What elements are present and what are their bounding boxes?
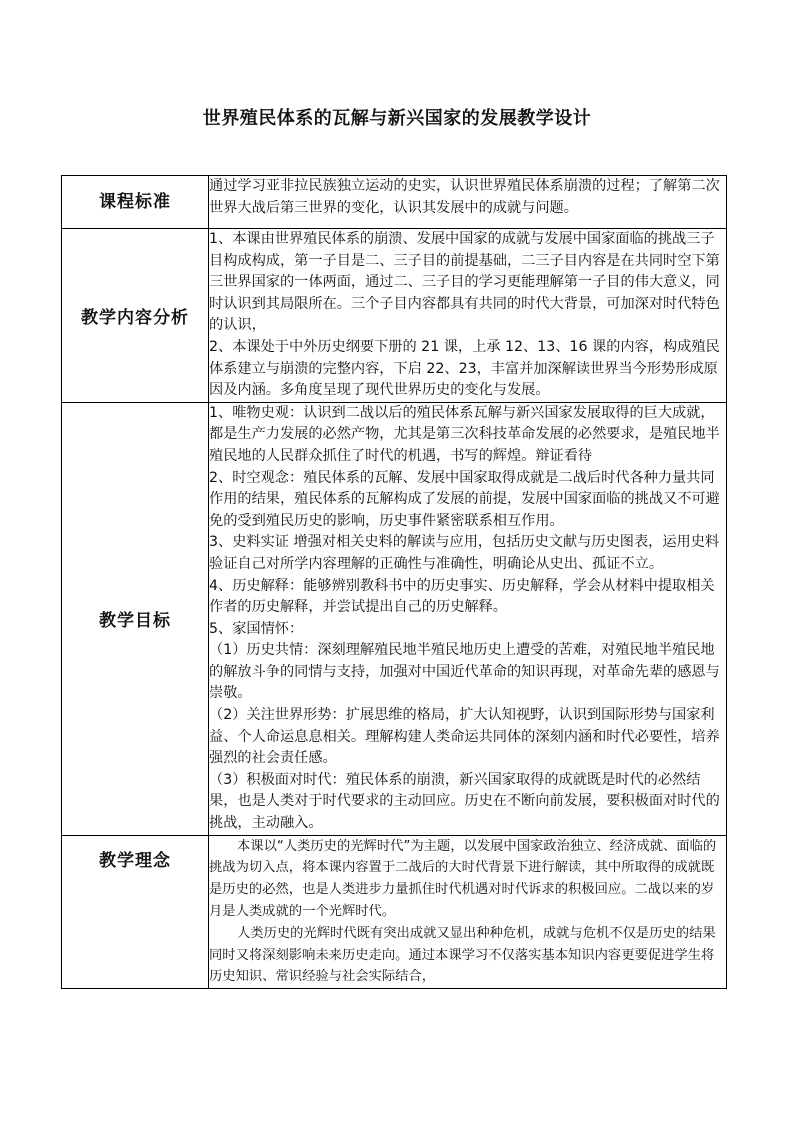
content-paragraph: （1）历史共情：深刻理解殖民地半殖民地历史上遭受的苦难，对殖民地半殖民地的解放斗争的同情与支持，加强对中国近代革命的知识再现，对革命先辈的感恩与崇敬。 (209, 642, 720, 702)
content-paragraph: 3、史料实证 增强对相关史料的解读与应用，包括历史文献与历史图表，运用史料验证自己对所学内容理解的正确性与准确性，明确论从史出、孤证不立。 (209, 534, 720, 572)
row-content-teaching-objectives (209, 402, 727, 835)
row-content-content-analysis (209, 229, 727, 403)
row-content-curriculum-standard (209, 176, 727, 229)
table-row-teaching-philosophy (62, 835, 727, 989)
row-content-teaching-philosophy (209, 835, 727, 989)
content-paragraph: 2、本课处于中外历史纲要下册的 21 课，上承 12、13、16 课的内容，构成殖民体系建立与崩溃的完整内容，下启 22、23，丰富并加深解读世界当今形势形成原因及内涵。多角度呈现了现代世界历史的变化与发展。 (209, 338, 720, 399)
row-label-text: 教学目标 (99, 611, 171, 632)
row-label-curriculum-standard (62, 176, 209, 229)
table-row-teaching-objectives (62, 402, 727, 835)
content-paragraph: 2、时空观念：殖民体系的瓦解、发展中国家取得成就是二战后时代各种力量共同作用的结果，殖民体系的瓦解构成了发展的前提，发展中国家面临的挑战又不可避免的受到殖民历史的影响，历史事件紧密联系相互作用。 (209, 469, 720, 529)
table-row-curriculum-standard (62, 176, 727, 229)
row-label-text: 课程标准 (99, 192, 171, 212)
table-row-content-analysis (62, 229, 727, 403)
content-paragraph: 通过学习亚非拉民族独立运动的史实，认识世界殖民体系崩溃的过程；了解第二次世界大战后第三世界的变化，认识其发展中的成就与问题。 (209, 178, 720, 216)
content-paragraph: （2）关注世界形势：扩展思维的格局，扩大认知视野，认识到国际形势与国家利益、个人命运息息相关。理解构建人类命运共同体的深刻内涵和时代必要性，培养强烈的社会责任感。 (209, 707, 720, 767)
content-paragraph: 人类历史的光辉时代既有突出成就又显出种种危机，成就与危机不仅是历史的结果同时又将深刻影响未来历史走向。通过本课学习不仅落实基本知识内容更要促进学生将历史知识、常识经验与社会实际结合， (209, 925, 716, 985)
content-paragraph: 4、历史解释：能够辨别教科书中的历史事实、历史解释，学会从材料中提取相关作者的历史解释，并尝试提出自己的历史解释。 (209, 577, 715, 616)
row-label-teaching-philosophy (62, 835, 209, 989)
row-label-text: 教学理念 (99, 850, 171, 871)
content-paragraph: 1、本课由世界殖民体系的崩溃、发展中国家的成就与发展中国家面临的挑战三子目构成构成，第一子目是二、三子目的前提基础，二三子目内容是在共同时空下第三世界国家的一体两面，通过二、三子目的学习更能理解第一子目的伟大意义，同时认识到其局限所在。三个子目内容都具有共同的时代大背景，可加深对时代特色的认识， (209, 231, 720, 334)
content-paragraph: （3）积极面对时代：殖民体系的崩溃，新兴国家取得的成就既是时代的必然结果，也是人类对于时代要求的主动回应。历史在不断向前发展，要积极面对时代的挑战，主动融入。 (209, 771, 720, 832)
content-paragraph: 5、家国情怀： (209, 620, 304, 637)
lesson-plan-table (61, 175, 727, 989)
row-label-teaching-objectives (62, 402, 209, 835)
row-label-text: 教学内容分析 (81, 307, 189, 328)
content-paragraph: 1、唯物史观：认识到二战以后的殖民体系瓦解与新兴国家发展取得的巨大成就，都是生产力发展的必然产物，尤其是第三次科技革命发展的必然要求，是殖民地半殖民地的人民群众抓住了时代的机遇，书写的辉煌。辩证看待 (209, 404, 720, 464)
row-label-content-analysis (62, 229, 209, 403)
content-paragraph: 本课以“人类历史的光辉时代”为主题，以发展中国家政治独立、经济成就、面临的挑战为切入点，将本课内容置于二战后的大时代背景下进行解读，其中所取得的成就既是历史的必然，也是人类进步力量抓住时代机遇对时代诉求的积极回应。二战以来的岁月是人类成就的一个光辉时代。 (209, 838, 717, 920)
document-title: 世界殖民体系的瓦解与新兴国家的发展教学设计 (202, 108, 592, 129)
